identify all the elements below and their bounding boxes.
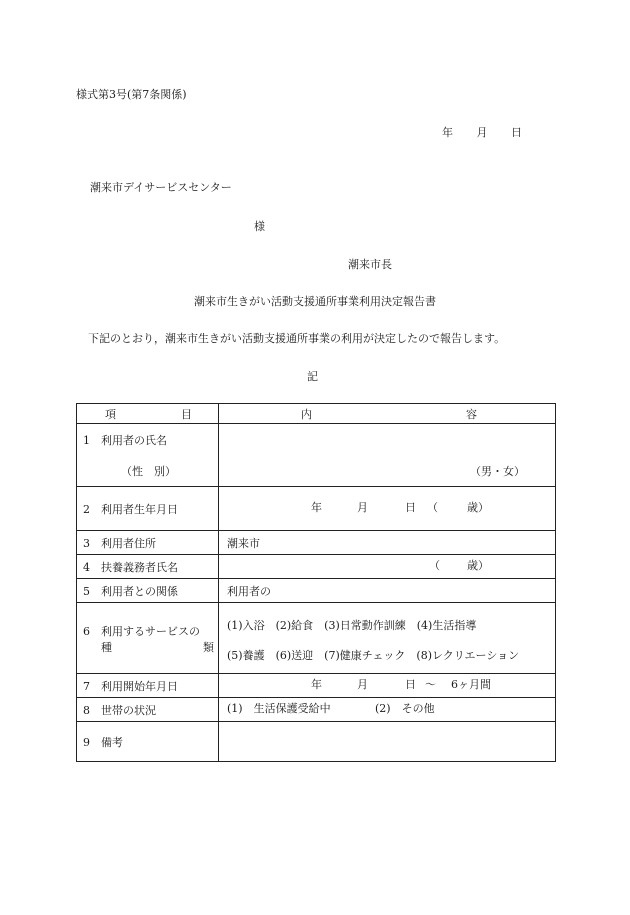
table-header-row [77, 404, 556, 424]
row7-value-cell[interactable] [219, 674, 556, 698]
intro-text: 下記のとおり，潮来市生きがい活動支援通所事業の利用が決定したので報告します。 [88, 332, 506, 345]
row2-label-cell [77, 487, 219, 531]
row7-label-cell [77, 674, 219, 698]
date-line [442, 124, 522, 140]
row2-year: 年 [311, 500, 322, 514]
row5-value-cell[interactable] [219, 579, 556, 603]
row9-label-cell [77, 722, 219, 762]
row1-label: 1 利用者の氏名 [83, 434, 167, 447]
table-row [77, 531, 556, 555]
service-options-line2[interactable]: (5)養護 (6)送迎 (7)健康チェック (8)レクリエーション [227, 649, 520, 662]
row4-value-cell[interactable] [219, 555, 556, 579]
row7-label: 7 利用開始年月日 [83, 679, 178, 693]
header-content-a: 内 [301, 407, 312, 421]
date-day: 日 [511, 126, 522, 139]
header-content-b: 容 [466, 407, 477, 421]
table-row [77, 579, 556, 603]
household-option-2[interactable]: (2) その他 [375, 701, 435, 715]
row4-label: 4 扶養義務者氏名 [83, 560, 178, 574]
items-table [76, 403, 556, 762]
date-year: 年 [442, 126, 453, 139]
header-item-cell [77, 404, 219, 424]
addressee: 潮来市デイサービスセンター [90, 181, 232, 194]
row8-value-cell[interactable] [219, 698, 556, 722]
row2-age-open: （ [427, 500, 438, 514]
row6-label-cell [77, 603, 219, 674]
row8-label: 8 世帯の状況 [83, 703, 156, 717]
row7-day: 日 [405, 677, 416, 691]
service-options-line1[interactable]: (1)入浴 (2)給食 (3)日常動作訓練 (4)生活指導 [227, 619, 477, 632]
honorific: 様 [254, 220, 265, 233]
row3-label-cell [77, 531, 219, 555]
row4-label-cell [77, 555, 219, 579]
row8-label-cell [77, 698, 219, 722]
row7-period: 6ヶ月間 [451, 677, 491, 691]
row2-day: 日 [405, 500, 416, 514]
row5-label-cell [77, 579, 219, 603]
row5-label: 5 利用者との関係 [83, 584, 178, 598]
row1-label-cell [77, 424, 219, 487]
table-row [77, 555, 556, 579]
row7-year: 年 [311, 677, 322, 691]
row5-value: 利用者の [227, 584, 271, 598]
table-row [77, 487, 556, 531]
row6-label-line1: 6 利用するサービスの [83, 625, 200, 638]
row1-gender[interactable]: （男・女） [470, 465, 525, 478]
header-item-b: 目 [181, 407, 192, 421]
row1-value-cell[interactable] [219, 424, 556, 487]
row7-month: 月 [357, 677, 368, 691]
row2-label: 2 利用者生年月日 [83, 502, 178, 516]
header-content-cell [219, 404, 556, 424]
row6-label-rui: 類 [203, 641, 214, 654]
row9-value-cell[interactable] [219, 722, 556, 762]
table-row [77, 698, 556, 722]
document-title: 潮来市生きがい活動支援通所事業利用決定報告書 [194, 295, 436, 308]
row1-sub-label: （性 別） [121, 465, 176, 478]
header-item-a: 項 [105, 407, 116, 421]
row2-age: 歳） [467, 500, 489, 514]
row6-label-shu: 種 [101, 641, 112, 654]
row2-value-cell[interactable] [219, 487, 556, 531]
household-option-1[interactable]: (1) 生活保護受給中 [227, 701, 331, 715]
row7-tilde: ～ [425, 677, 436, 691]
table-row [77, 674, 556, 698]
row9-label: 9 備考 [83, 735, 123, 749]
table-row [77, 603, 556, 674]
row3-value-cell[interactable] [219, 531, 556, 555]
row4-age: 歳） [467, 558, 489, 572]
table-row [77, 424, 556, 487]
form-number: 様式第3号(第7条関係) [76, 88, 187, 101]
date-month: 月 [476, 126, 488, 139]
row3-value: 潮来市 [227, 536, 260, 550]
issuer: 潮来市長 [348, 258, 392, 271]
ki-marker: 記 [307, 370, 318, 383]
row3-label: 3 利用者住所 [83, 536, 156, 550]
row2-month: 月 [357, 500, 368, 514]
row6-value-cell[interactable] [219, 603, 556, 674]
table-row [77, 722, 556, 762]
row4-age-open: （ [429, 558, 440, 572]
